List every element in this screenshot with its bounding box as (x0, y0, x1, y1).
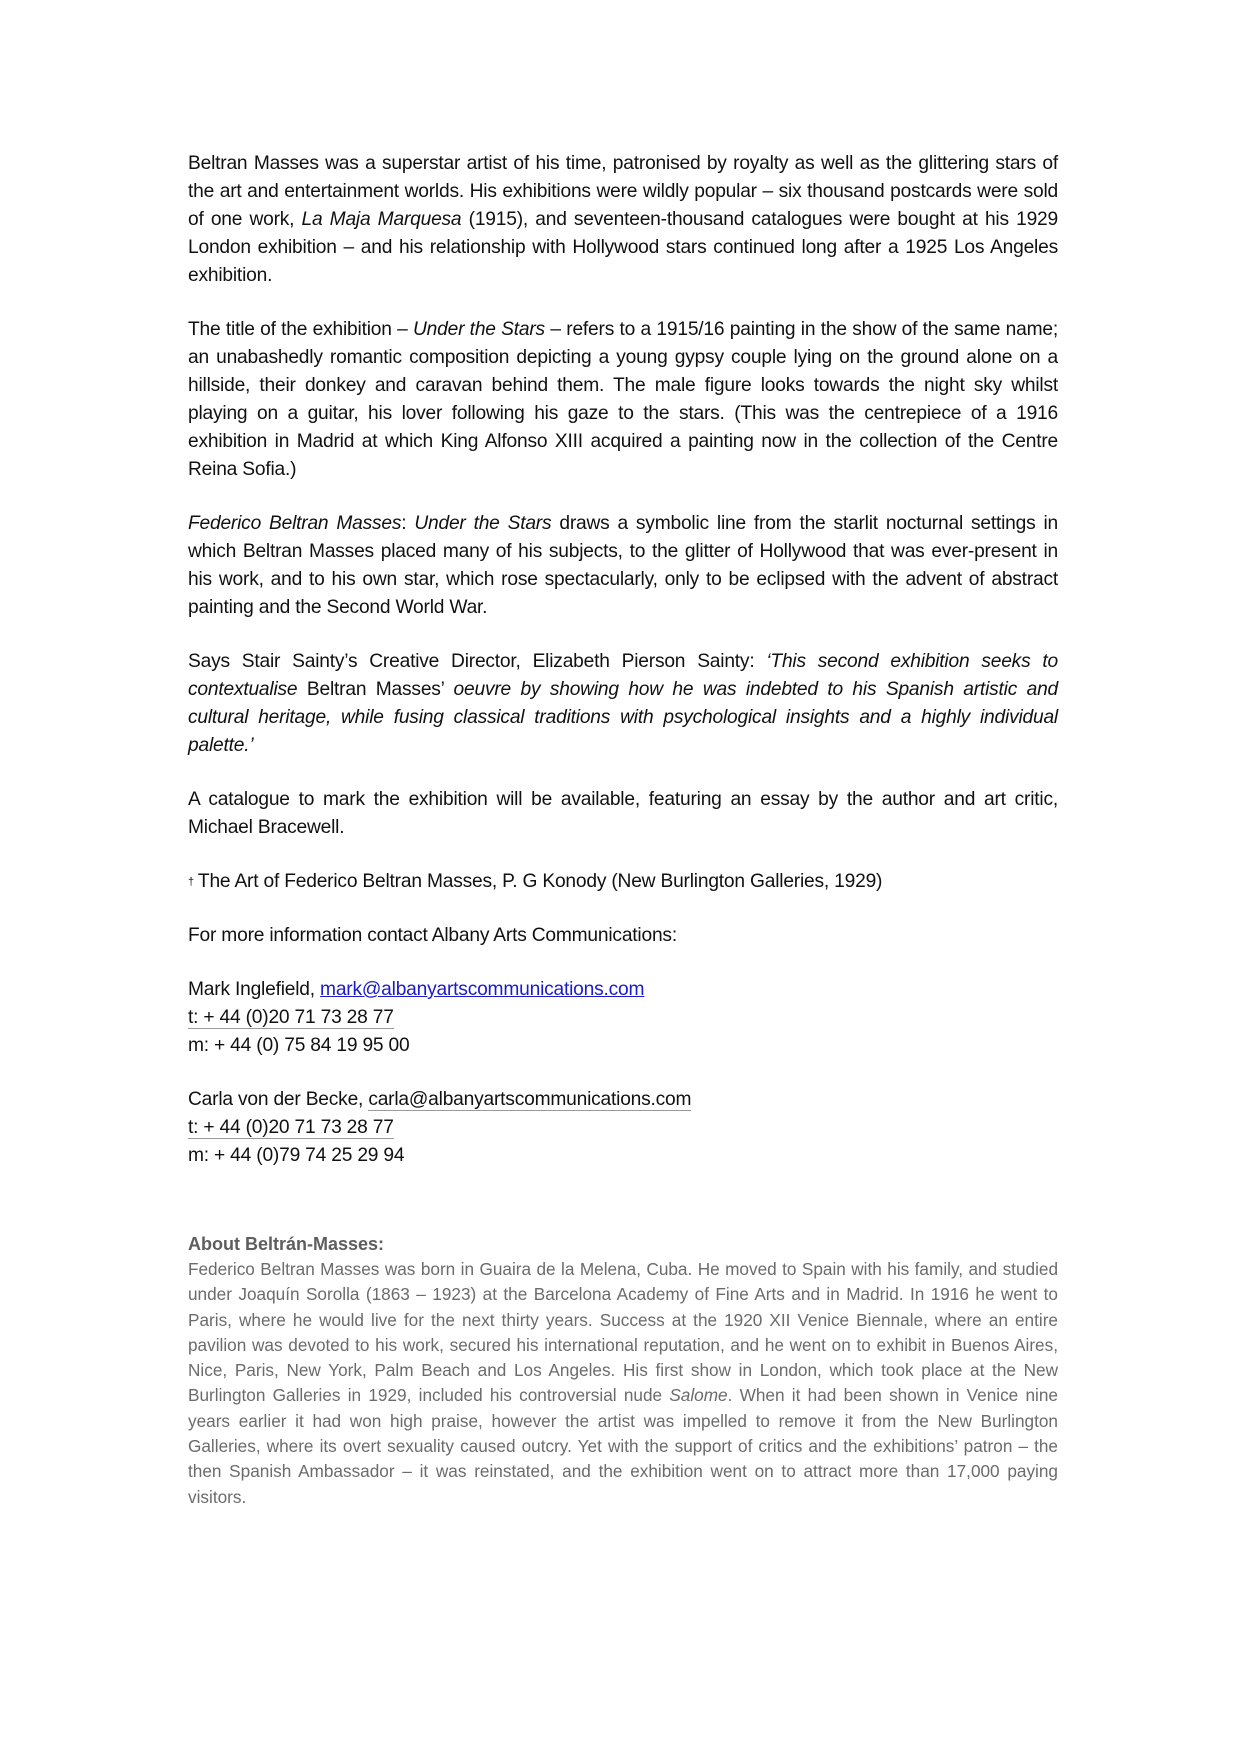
artwork-title: Salome (669, 1385, 728, 1406)
contact-name-line (188, 1086, 1058, 1114)
contact-block-mark (188, 976, 1058, 1060)
about-text (188, 1257, 1058, 1510)
footnote-text: The Art of Federico Beltran Masses, P. G Konody (New Burlington Galleries, 1929) (197, 871, 883, 892)
email-link[interactable]: mark@albanyartscommunications.com (320, 979, 645, 1000)
paragraph-catalogue: A catalogue to mark the exhibition will be available, featuring an essay by the author and art critic, Michael Bracewell. (188, 789, 1058, 838)
telephone-link[interactable]: t: + 44 (0)20 71 73 28 77 (188, 1117, 394, 1138)
email-link[interactable]: carla@albanyartscommunications.com (368, 1089, 692, 1110)
footnote (188, 868, 1058, 896)
quote-text: oeuvre by showing how he was indebted to his Spanish artistic and cultural heritage, while fusing classical traditions with psychological insights and a highly individual palette.’ (188, 679, 1059, 756)
contact-name: Mark Inglefield, (188, 979, 321, 1000)
telephone-line (188, 1114, 1058, 1142)
artwork-title: La Maja Marquesa (301, 209, 462, 230)
about-text-part: Federico Beltran Masses was born in Guaira de la Melena, Cuba. He moved to Spain with his family, and studied under Joaquín Sorolla (1863 – 1923) at the Barcelona Academy of Fine Arts and in Madrid. In 1916 he went to Paris, where he would live for the next thirty years. Success at the 1920 XII Venice Biennale, where an entire pavilion was devoted to his work, secured his international reputation, and he went on to exhibit in Buenos Aires, Nice, Paris, New York, Palm Beach and Los Angeles. His first show in London, which took place at the New Burlington Galleries in 1929, included his controversial nude (188, 1259, 1058, 1406)
press-release-page (188, 150, 1058, 1510)
paragraph-text: (1915), and seventeen-thousand catalogues were bought at his 1929 London exhibition – and his relationship with Hollywood stars continued long after a 1925 Los Angeles exhibition. (188, 209, 1058, 286)
contact-block-carla (188, 1086, 1058, 1170)
paragraph-quote (188, 648, 1058, 760)
contact-name-line (188, 976, 1058, 1004)
exhibition-name: Federico Beltran Masses (188, 513, 402, 534)
separator: : (401, 513, 415, 534)
contact-name: Carla von der Becke, (188, 1089, 369, 1110)
mobile-line: m: + 44 (0)79 74 25 29 94 (188, 1145, 405, 1166)
about-text-part: . When it had been shown in Venice nine years earlier it had won high praise, however the artist was impelled to remove it from the New Burlington Galleries, where its overt sexuality caused outcry. Yet with the support of critics and the exhibitions’ patron – the then Spanish Ambassador – it was reinstated, and the exhibition went on to attract more than 17,000 paying visitors. (188, 1385, 1058, 1507)
paragraph-text: The title of the exhibition – (188, 319, 414, 340)
mobile-line: m: + 44 (0) 75 84 19 95 00 (188, 1035, 410, 1056)
about-section (188, 1234, 1058, 1510)
paragraph-exhibition-title (188, 316, 1058, 484)
quote-text: ‘This second exhibition seeks to contextualise (188, 651, 1058, 700)
paragraph-text: Says Stair Sainty’s Creative Director, Elizabeth Pierson Sainty: (188, 651, 767, 672)
paragraph-text: Beltran Masses was a superstar artist of his time, patronised by royalty as well as the glittering stars of the art and entertainment worlds. His exhibitions were wildly popular – six thousand postcards were sold of one work, (188, 153, 1058, 230)
paragraph-symbolic-line (188, 510, 1058, 622)
exhibition-title: Under the Stars (413, 319, 545, 340)
telephone-line (188, 1004, 1058, 1032)
contact-intro: For more information contact Albany Arts Communications: (188, 925, 677, 946)
paragraph-text: Beltran Masses’ (297, 679, 454, 700)
dagger-icon: † (188, 876, 194, 888)
paragraph-text: – refers to a 1915/16 painting in the show of the same name; an unabashedly romantic composition depicting a young gypsy couple lying on the ground alone on a hillside, their donkey and caravan behind them. The male figure looks towards the night sky whilst playing on a guitar, his lover following his gaze to the stars. (This was the centrepiece of a 1916 exhibition in Madrid at which King Alfonso XIII acquired a painting now in the collection of the Centre Reina Sofia.) (188, 319, 1059, 480)
about-heading: About Beltrán-Masses: (188, 1234, 385, 1254)
paragraph-intro (188, 150, 1058, 290)
paragraph-text: draws a symbolic line from the starlit nocturnal settings in which Beltran Masses placed many of his subjects, to the glitter of Hollywood that was ever-present in his work, and to his own star, which rose spectacularly, only to be eclipsed with the advent of abstract painting and the Second World War. (188, 513, 1058, 618)
telephone-link[interactable]: t: + 44 (0)20 71 73 28 77 (188, 1007, 394, 1028)
exhibition-subtitle: Under the Stars (414, 513, 552, 534)
